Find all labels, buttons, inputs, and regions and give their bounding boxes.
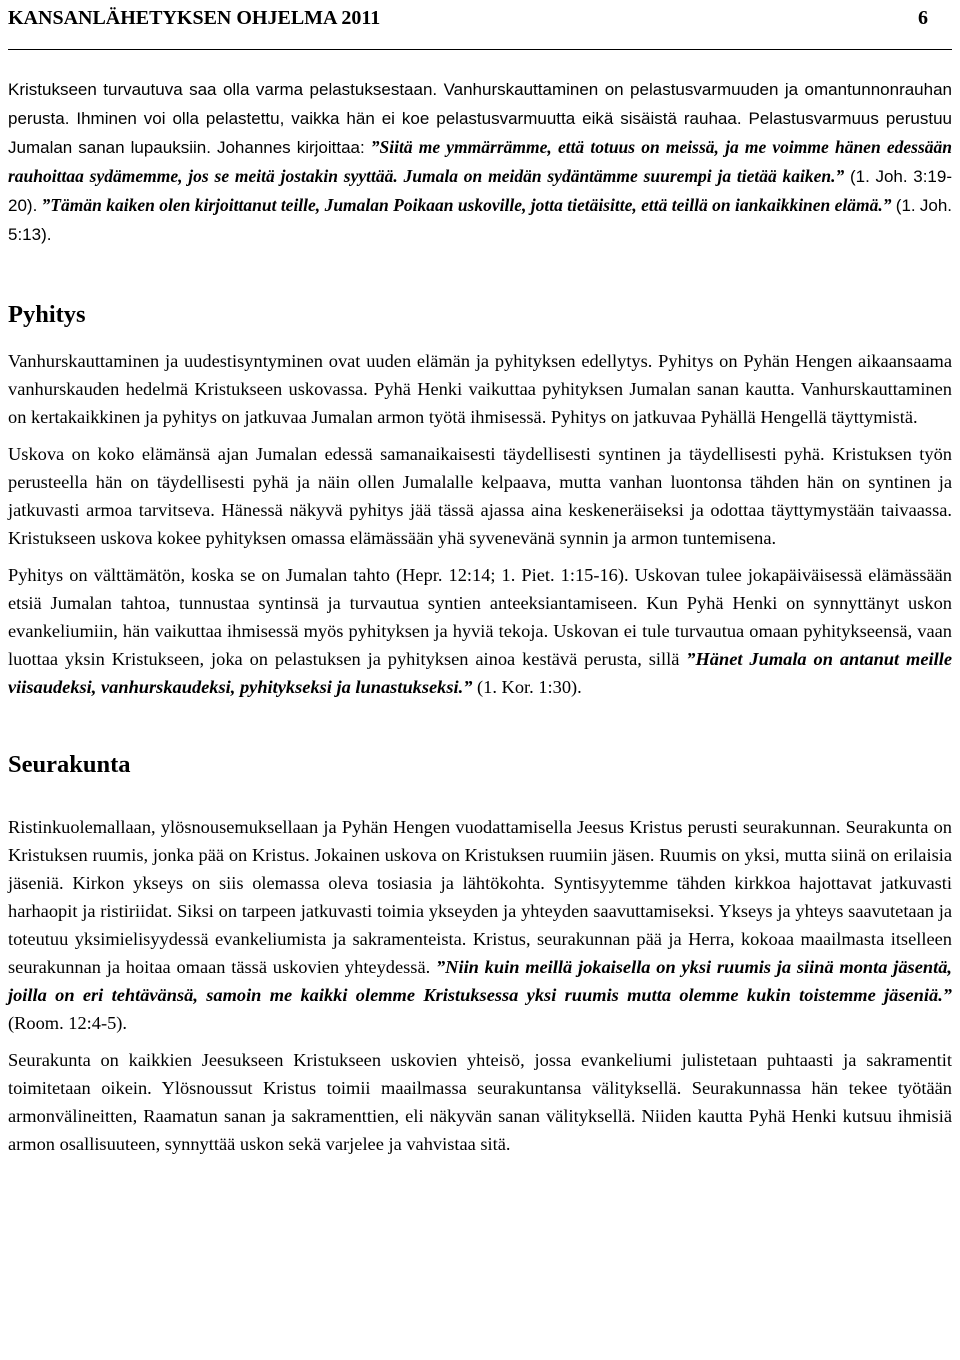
document-page <box>8 0 952 1158</box>
pyhitys-paragraph-3 <box>8 561 952 701</box>
paragraph-text: Ristinkuolemallaan, ylösnousemuksellaan ja Pyhän Hengen vuodattamisella Jeesus Kristus perusti seurakunnan. Seurakunta on Kristuksen ruumis, jonka pää on Kristus. Jokainen uskova on Kristuksen ruumiin jäsen. Ruumis on yksi, mutta siinä on erilaisia jäseniä. Kirkon ykseys on siis olemassa oleva tosiasia ja lähtökohta. Syntisyytemme tähden kirkkoa hajottavat jatkuvasti harhaopit ja ristiriidat. Siksi on tarpeen jatkuvasti toimia ykseyden ja yhteyden saavuttamiseksi. Ykseys ja yhteys saavutetaan ja toteutuu yksimielisyydessä evankeliumista ja sakramenteista. Kristus, seurakunnan pää ja Herra, kokoaa maailmasta itselleen seurakunnan ja hoitaa omaan tässä uskovien yhteydessä. <box>8 817 952 977</box>
bible-reference: (Room. 12:4-5). <box>8 1013 128 1033</box>
bible-reference: (1. Kor. 1:30). <box>472 677 582 697</box>
bible-reference: (1. Joh. 5:13). <box>8 196 952 244</box>
bible-quote: ”Hänet Jumala on antanut meille viisaudeksi, vanhurskaudeksi, pyhitykseksi ja lunastukseksi.” <box>8 649 952 697</box>
bible-quote: ”Tämän kaiken olen kirjoittanut teille, Jumalan Poikaan uskoville, jotta tietäisitte, että teillä on iankaikkinen elämä.” <box>41 195 892 215</box>
page-number: 6 <box>918 7 928 29</box>
document-title: KANSANLÄHETYKSEN OHJELMA 2011 <box>8 7 381 29</box>
section-heading-pyhitys: Pyhitys <box>8 301 86 328</box>
running-header <box>8 3 952 33</box>
paragraph-text: Pyhitys on välttämätön, koska se on Jumalan tahto (Hepr. 12:14; 1. Piet. 1:15-16). Uskovan tulee jokapäiväisessä elämässään etsiä Jumalan tahtoa, tunnustaa syntinsä ja turvautua syntien anteeksiantamiseen. Kun Pyhä Henki on synnyttänyt uskon evankeliumiin, hän vaikuttaa ihmisessä myös pyhityksen ja hyviä tekoja. Uskovan ei tule turvautua omaan pyhitykseensä, vaan luottaa yksin Kristukseen, joka on pelastuksen ja pyhityksen ainoa kestävä perusta, sillä <box>8 565 952 669</box>
bible-quote: ”Siitä me ymmärrämme, että totuus on meissä, ja me voimme hänen edessään rauhoittaa sydämemme, jos se meitä jostakin syyttää. Jumala on meidän sydäntämme suurempi ja tietää kaiken.” <box>8 137 952 186</box>
seurakunta-paragraph-1 <box>8 813 952 1037</box>
bible-reference: (1. Joh. 3:19-20). <box>8 167 952 215</box>
bible-quote: ”Niin kuin meillä jokaisella on yksi ruumis ja siinä monta jäsentä, joilla on eri tehtävänsä, samoin me kaikki olemme Kristuksessa yksi ruumis mutta olemme kukin toistemme jäseniä.” <box>8 957 952 1005</box>
intro-text: Kristukseen turvautuva saa olla varma pelastuksestaan. Vanhurskauttaminen on pelastusvarmuuden ja omantunnonrauhan perusta. Ihminen voi olla pelastettu, vaikka hän ei koe pelastusvarmuutta eikä sisäistä rauhaa. Pelastusvarmuus perustuu Jumalan sanan lupauksiin. Johannes kirjoittaa: <box>8 80 952 157</box>
section-heading-seurakunta: Seurakunta <box>8 751 131 778</box>
intro-paragraph <box>8 75 952 249</box>
header-rule <box>8 49 952 50</box>
seurakunta-paragraph-2: Seurakunta on kaikkien Jeesukseen Kristukseen uskovien yhteisö, jossa evankeliumi julistetaan puhtaasti ja sakramentit toimitetaan oikein. Ylösnoussut Kristus toimii maailmassa seurakuntansa välityksellä. Seurakunnassa hän tekee työtään armonvälineitten, Raamatun sanan ja sakramenttien, eli näkyvän sanan välityksellä. Niiden kautta Pyhä Henki kutsuu ihmisiä armon osallisuuteen, synnyttää uskon sekä varjelee ja vahvistaa sitä. <box>8 1050 952 1154</box>
pyhitys-paragraph-1: Vanhurskauttaminen ja uudestisyntyminen ovat uuden elämän ja pyhityksen edellytys. Pyhitys on Pyhän Hengen aikaansaama vanhurskauden hedelmä Kristukseen uskovassa. Pyhä Henki vaikuttaa pyhityksen Jumalan sanan kautta. Vanhurskauttaminen on kertakaikkinen ja pyhitys on jatkuvaa Jumalan armon työtä ihmisessä. Pyhitys on jatkuvaa Pyhällä Hengellä täyttymistä. <box>8 351 952 427</box>
pyhitys-paragraph-2: Uskova on koko elämänsä ajan Jumalan edessä samanaikaisesti täydellisesti syntinen ja täydellisesti pyhä. Kristuksen työn perusteella hän on täydellisesti pyhä ja näin ollen Jumalalle kelpaava, mutta vanhan luontonsa tähden hän on syntinen ja jatkuvasti armoa tarvitseva. Hänessä näkyvä pyhitys jää tässä ajassa aina keskeneräiseksi ja odottaa täyttymystään taivaassa. Kristukseen uskova kokee pyhityksen omassa elämässään yhä syvenevänä synnin ja armon tuntemisena. <box>8 444 952 548</box>
